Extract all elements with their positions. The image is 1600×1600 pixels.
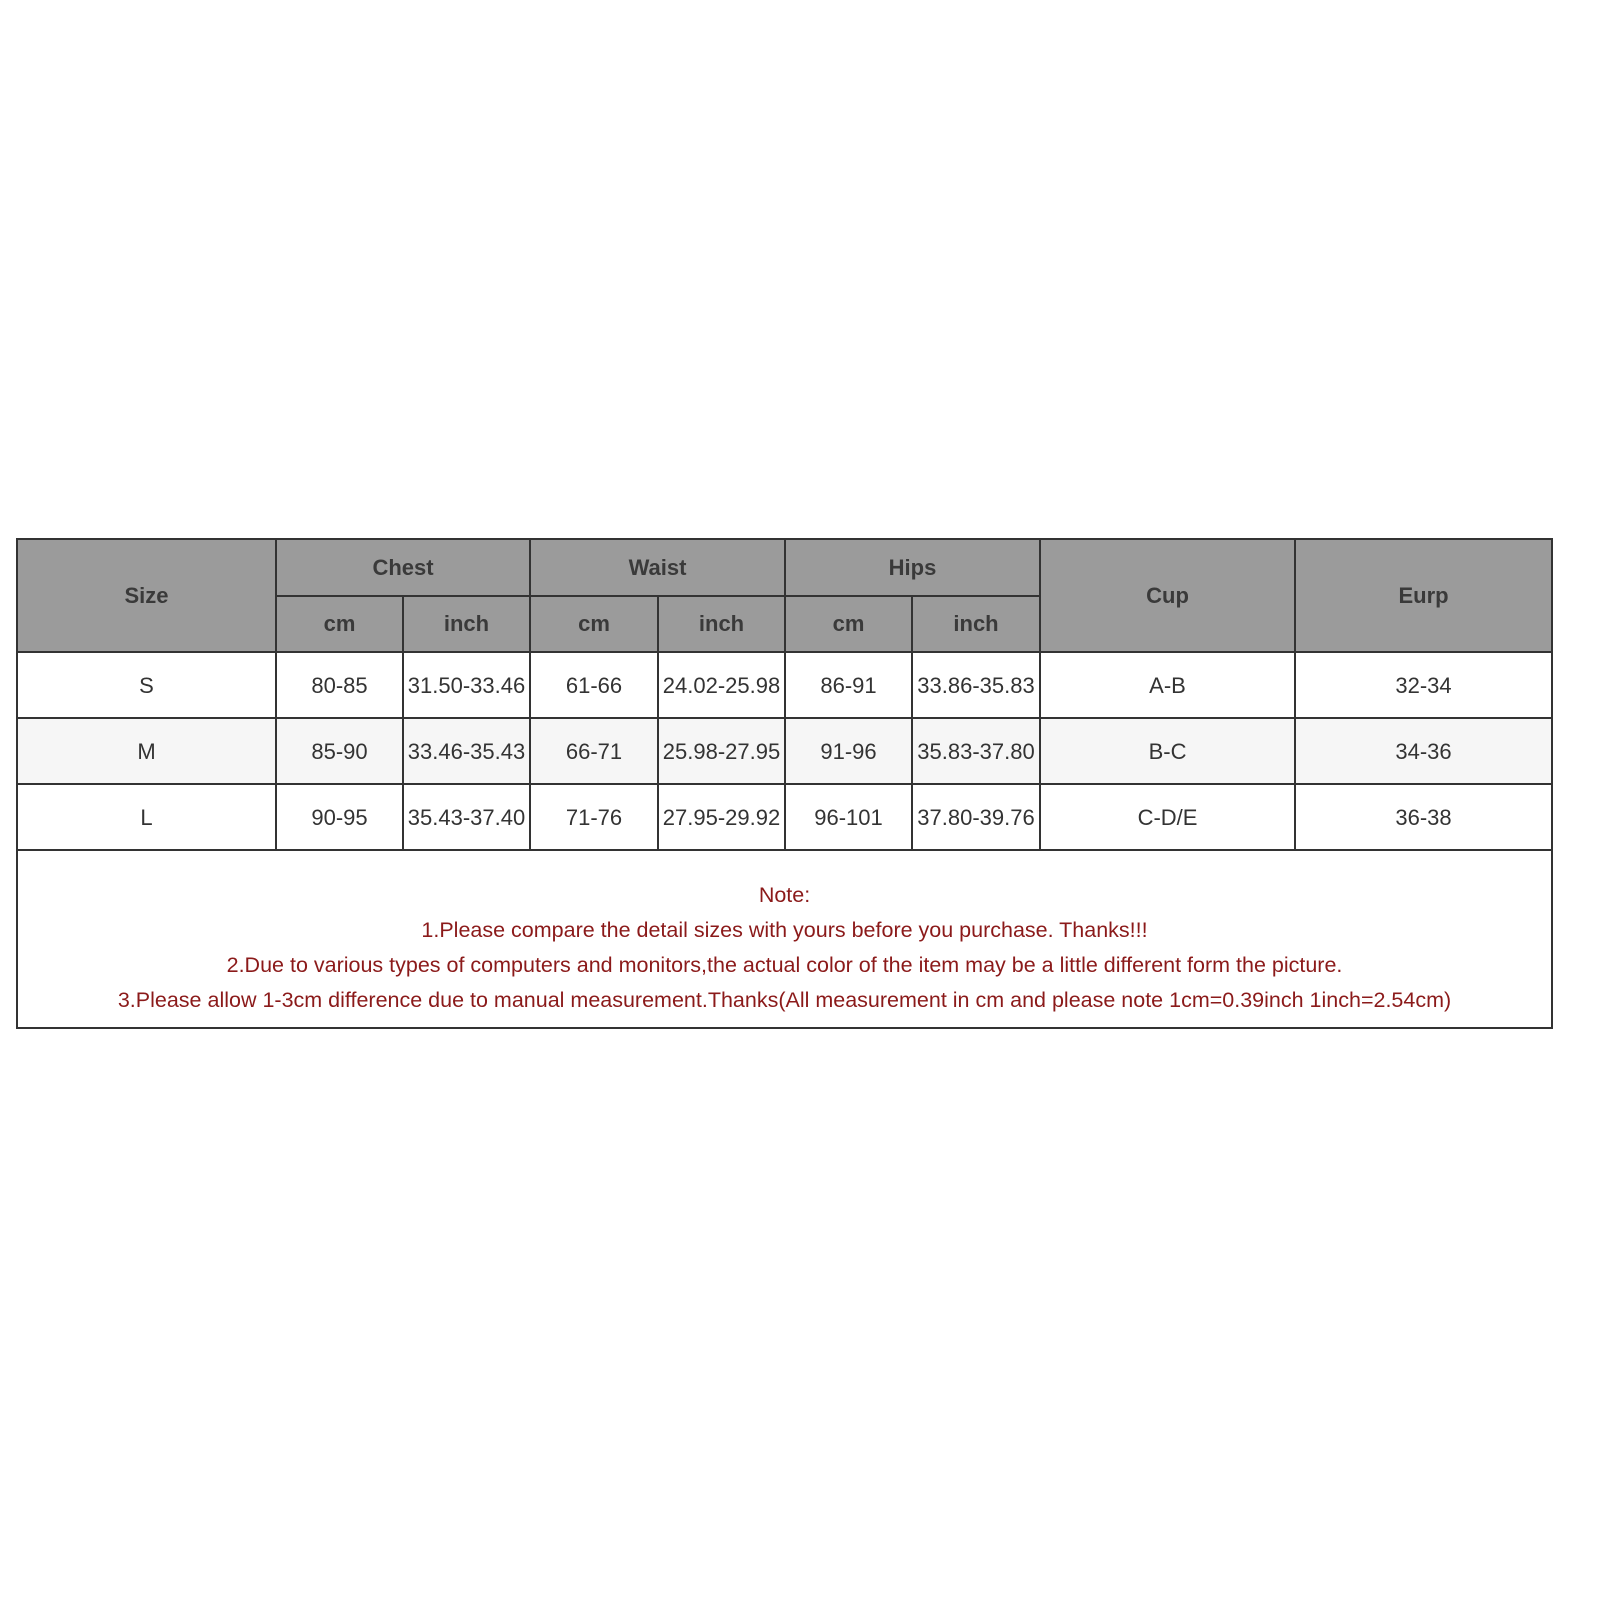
size-chart-table	[16, 538, 1553, 1029]
cell-hips-cm: 96-101	[785, 784, 912, 850]
cell-chest-inch: 31.50-33.46	[403, 652, 530, 718]
header-unit-inch: inch	[403, 596, 530, 652]
table-row	[17, 784, 1552, 850]
cell-cup: B-C	[1040, 718, 1295, 784]
header-chest: Chest	[276, 539, 530, 596]
cell-eurp: 34-36	[1295, 718, 1552, 784]
header-unit-cm: cm	[276, 596, 403, 652]
cell-size: L	[17, 784, 276, 850]
note-line: 2.Due to various types of computers and monitors,the actual color of the item may be a little different form the picture.	[226, 953, 1343, 977]
cell-chest-cm: 85-90	[276, 718, 403, 784]
cell-chest-inch: 33.46-35.43	[403, 718, 530, 784]
header-unit-inch: inch	[658, 596, 785, 652]
header-eurp: Eurp	[1295, 539, 1552, 652]
cell-chest-inch: 35.43-37.40	[403, 784, 530, 850]
header-unit-cm: cm	[530, 596, 658, 652]
note-line: 3.Please allow 1-3cm difference due to manual measurement.Thanks(All measurement in cm and please note 1cm=0.39inch 1inch=2.54cm)	[117, 988, 1452, 1012]
cell-waist-cm: 66-71	[530, 718, 658, 784]
cell-hips-inch: 33.86-35.83	[912, 652, 1040, 718]
note-line: 1.Please compare the detail sizes with yours before you purchase. Thanks!!!	[421, 918, 1148, 942]
header-row-groups	[17, 539, 1552, 596]
cell-eurp: 32-34	[1295, 652, 1552, 718]
cell-cup: A-B	[1040, 652, 1295, 718]
cell-waist-inch: 27.95-29.92	[658, 784, 785, 850]
header-hips: Hips	[785, 539, 1040, 596]
header-unit-inch: inch	[912, 596, 1040, 652]
table-row	[17, 652, 1552, 718]
cell-size: M	[17, 718, 276, 784]
cell-hips-cm: 86-91	[785, 652, 912, 718]
header-unit-cm: cm	[785, 596, 912, 652]
cell-waist-inch: 25.98-27.95	[658, 718, 785, 784]
cell-waist-inch: 24.02-25.98	[658, 652, 785, 718]
cell-hips-inch: 37.80-39.76	[912, 784, 1040, 850]
cell-chest-cm: 90-95	[276, 784, 403, 850]
cell-chest-cm: 80-85	[276, 652, 403, 718]
note-cell	[17, 850, 1552, 1028]
cell-cup: C-D/E	[1040, 784, 1295, 850]
header-waist: Waist	[530, 539, 785, 596]
note-title: Note:	[758, 883, 811, 907]
header-size: Size	[17, 539, 276, 652]
cell-size: S	[17, 652, 276, 718]
cell-waist-cm: 61-66	[530, 652, 658, 718]
cell-waist-cm: 71-76	[530, 784, 658, 850]
note-row	[17, 850, 1552, 1028]
header-cup: Cup	[1040, 539, 1295, 652]
cell-hips-cm: 91-96	[785, 718, 912, 784]
cell-hips-inch: 35.83-37.80	[912, 718, 1040, 784]
cell-eurp: 36-38	[1295, 784, 1552, 850]
table-row	[17, 718, 1552, 784]
